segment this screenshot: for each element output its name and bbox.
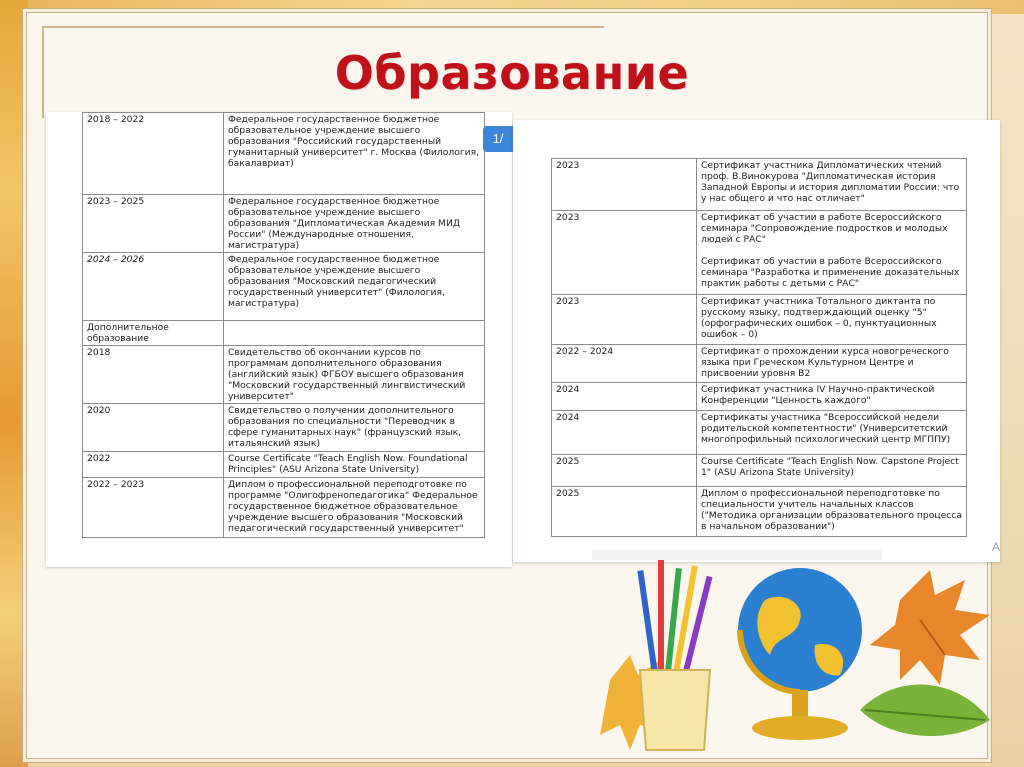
- table-row: [83, 195, 485, 253]
- row-description: Свидетельство об окончании курсов по программам дополнительного образования (английский язык) ФГБОУ высшего образования "Московский государственный лингвистический университет": [224, 346, 485, 404]
- table-row: [83, 346, 485, 404]
- table-row: [83, 253, 485, 321]
- table-row: [552, 455, 967, 487]
- corner-letter: A: [992, 540, 1001, 554]
- row-description: Диплом о профессиональной переподготовке по специальности учитель начальных классов ("Методика организации образовательного процесса в начальном образовании"): [697, 487, 967, 537]
- table-row: [83, 404, 485, 452]
- row-description: Федеральное государственное бюджетное образовательное учреждение высшего образования "Дипломатическая Академия МИД России" (Международные отношения, магистратура): [224, 195, 485, 253]
- table-row: [552, 383, 967, 411]
- row-description: Федеральное государственное бюджетное образовательное учреждение высшего образования "Российский государственный гуманитарный университет" г. Москва (Филология, бакалавриат): [224, 113, 485, 195]
- row-description: Диплом о профессиональной переподготовке по программе "Олигофренопедагогика" Федеральное государственное бюджетное образовательное учреждение высшего образования "Московский педагогический государственный университет": [224, 478, 485, 538]
- green-leaf-icon: [860, 685, 990, 736]
- row-year: 2025: [552, 455, 697, 487]
- row-description: Сертификат участника IV Научно-практической Конференции "Ценность каждого": [697, 383, 967, 411]
- row-year: 2024: [552, 411, 697, 455]
- table-row: [552, 345, 967, 383]
- education-table-left: [82, 112, 485, 538]
- school-supplies-illustration: [600, 560, 1024, 767]
- viewer-bottom-bar: [592, 550, 882, 560]
- table-row: [552, 487, 967, 537]
- globe-icon: [738, 568, 862, 740]
- pencil-cup-icon: [637, 560, 712, 750]
- page-indicator[interactable]: 1/: [483, 126, 513, 152]
- row-year: 2025: [552, 487, 697, 537]
- row-year: 2023: [552, 159, 697, 211]
- row-year: 2022 – 2024: [552, 345, 697, 383]
- row-year: 2022: [83, 452, 224, 478]
- row-year: 2024 – 2026: [83, 253, 224, 321]
- slide-title: Образование: [334, 46, 690, 100]
- row-year: 2020: [83, 404, 224, 452]
- row-year: Дополнительное образование: [83, 321, 224, 346]
- autumn-leaf-icon: [870, 570, 990, 685]
- row-description: Course Certificate "Teach English Now. Foundational Principles" (ASU Arizona State University): [224, 452, 485, 478]
- row-description: Сертификат участника Тотального диктанта по русскому языку, подтверждающий оценку "5" (орфографических ошибок – 0, пунктуационных ошибок – 0): [697, 295, 967, 345]
- row-year: 2023 – 2025: [83, 195, 224, 253]
- row-description: Свидетельство о получении дополнительного образования по специальности "Переводчик в сфере гуманитарных наук" (французский язык, итальянский язык): [224, 404, 485, 452]
- table-row: [552, 211, 967, 295]
- education-document-left: [46, 112, 512, 567]
- row-description: Course Certificate "Teach English Now. Capstone Project 1" (ASU Arizona State University): [697, 455, 967, 487]
- certificates-document-right: [513, 120, 1000, 562]
- row-year: 2018 – 2022: [83, 113, 224, 195]
- table-row: [552, 411, 967, 455]
- row-description: Федеральное государственное бюджетное образовательное учреждение высшего образования "Московский педагогический государственный университет" (Филология, магистратура): [224, 253, 485, 321]
- table-row: [83, 452, 485, 478]
- row-description: Сертификат об участии в работе Всероссийского семинара "Сопровождение подростков и молодых людей с РАС" Сертификат об участии в работе Всероссийского семинара "Разработка и применение доказательных практик работы с детьми с РАС": [697, 211, 967, 295]
- row-year: 2023: [552, 211, 697, 295]
- row-description: Сертификат о прохождении курса новогреческого языка при Греческом Культурном Центре и присвоении уровня B2: [697, 345, 967, 383]
- row-description: Сертификаты участника "Всероссийской недели родительской компетентности" (Университетский многопрофильный психологический центр МГППУ): [697, 411, 967, 455]
- row-year: 2022 – 2023: [83, 478, 224, 538]
- autumn-left-border: [0, 0, 28, 767]
- row-year: 2023: [552, 295, 697, 345]
- row-description: Сертификат участника Дипломатических чтений проф. В.Винокурова "Дипломатическая история Западной Европы и история дипломатии России: что у нас общего и что нас отличает": [697, 159, 967, 211]
- row-year: 2024: [552, 383, 697, 411]
- certificates-table-right: [551, 158, 967, 537]
- table-row: [83, 478, 485, 538]
- table-row: [552, 159, 967, 211]
- table-row: [83, 321, 485, 346]
- row-year: 2018: [83, 346, 224, 404]
- table-row: [552, 295, 967, 345]
- row-description: [224, 321, 485, 346]
- table-row: [83, 113, 485, 195]
